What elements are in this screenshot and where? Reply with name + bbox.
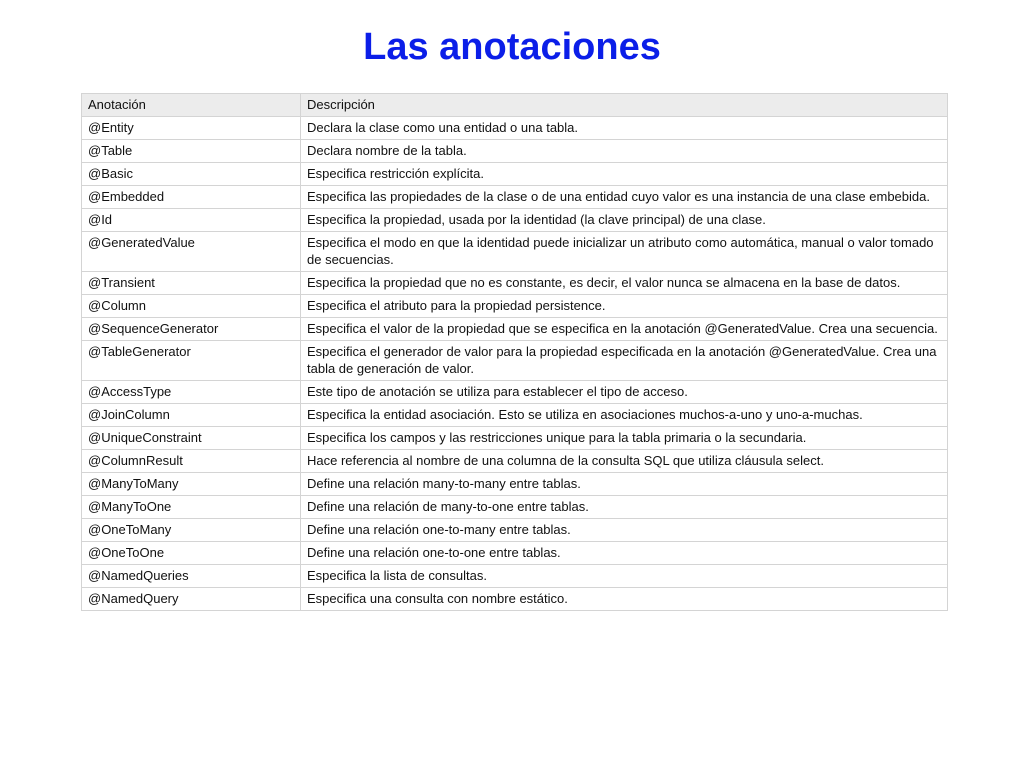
table-row — [82, 295, 948, 318]
table-row — [82, 450, 948, 473]
table-row — [82, 496, 948, 519]
table-row — [82, 381, 948, 404]
table-body — [82, 117, 948, 611]
table-row — [82, 232, 948, 272]
annotation-cell: @OneToMany — [82, 519, 301, 542]
annotation-cell: @Table — [82, 140, 301, 163]
table-header — [82, 94, 948, 117]
annotation-cell: @OneToOne — [82, 542, 301, 565]
description-cell: Especifica restricción explícita. — [301, 163, 948, 186]
page-title: Las anotaciones — [363, 26, 661, 68]
annotation-cell: @ManyToOne — [82, 496, 301, 519]
description-cell: Especifica el generador de valor para la propiedad especificada en la anotación @GeneratedValue. Crea una tabla de generación de valor. — [301, 341, 948, 381]
annotation-cell: @GeneratedValue — [82, 232, 301, 272]
description-cell: Declara nombre de la tabla. — [301, 140, 948, 163]
annotation-cell: @AccessType — [82, 381, 301, 404]
description-cell: Especifica los campos y las restricciones unique para la tabla primaria o la secundaria. — [301, 427, 948, 450]
table-header-row — [82, 94, 948, 117]
table-row — [82, 117, 948, 140]
annotation-cell: @Embedded — [82, 186, 301, 209]
description-cell: Especifica el valor de la propiedad que se especifica en la anotación @GeneratedValue. Crea una secuencia. — [301, 318, 948, 341]
description-cell: Especifica las propiedades de la clase o de una entidad cuyo valor es una instancia de una clase embebida. — [301, 186, 948, 209]
description-cell: Especifica el modo en que la identidad puede inicializar un atributo como automática, manual o valor tomado de secuencias. — [301, 232, 948, 272]
column-header-description: Descripción — [301, 94, 948, 117]
description-cell: Especifica el atributo para la propiedad persistence. — [301, 295, 948, 318]
annotation-cell: @TableGenerator — [82, 341, 301, 381]
description-cell: Define una relación many-to-many entre tablas. — [301, 473, 948, 496]
description-cell: Hace referencia al nombre de una columna de la consulta SQL que utiliza cláusula select. — [301, 450, 948, 473]
table-row — [82, 186, 948, 209]
annotations-table — [81, 93, 948, 611]
description-cell: Especifica la lista de consultas. — [301, 565, 948, 588]
table-row — [82, 163, 948, 186]
table-row — [82, 473, 948, 496]
annotation-cell: @NamedQuery — [82, 588, 301, 611]
table-row — [82, 341, 948, 381]
description-cell: Define una relación one-to-one entre tablas. — [301, 542, 948, 565]
description-cell: Define una relación one-to-many entre tablas. — [301, 519, 948, 542]
annotation-cell: @NamedQueries — [82, 565, 301, 588]
annotation-cell: @Transient — [82, 272, 301, 295]
table-row — [82, 140, 948, 163]
table-row — [82, 209, 948, 232]
description-cell: Especifica una consulta con nombre estático. — [301, 588, 948, 611]
annotation-cell: @Column — [82, 295, 301, 318]
annotation-cell: @SequenceGenerator — [82, 318, 301, 341]
table-row — [82, 519, 948, 542]
description-cell: Especifica la propiedad que no es constante, es decir, el valor nunca se almacena en la base de datos. — [301, 272, 948, 295]
table-row — [82, 565, 948, 588]
table-row — [82, 542, 948, 565]
description-cell: Define una relación de many-to-one entre tablas. — [301, 496, 948, 519]
annotation-cell: @Entity — [82, 117, 301, 140]
description-cell: Especifica la entidad asociación. Esto se utiliza en asociaciones muchos-a-uno y uno-a-muchas. — [301, 404, 948, 427]
table-row — [82, 318, 948, 341]
annotation-cell: @ColumnResult — [82, 450, 301, 473]
annotation-cell: @Id — [82, 209, 301, 232]
table-row — [82, 272, 948, 295]
table-row — [82, 404, 948, 427]
column-header-annotation: Anotación — [82, 94, 301, 117]
annotation-cell: @UniqueConstraint — [82, 427, 301, 450]
annotation-cell: @ManyToMany — [82, 473, 301, 496]
description-cell: Especifica la propiedad, usada por la identidad (la clave principal) de una clase. — [301, 209, 948, 232]
table-row — [82, 588, 948, 611]
table-row — [82, 427, 948, 450]
annotation-cell: @Basic — [82, 163, 301, 186]
annotation-cell: @JoinColumn — [82, 404, 301, 427]
description-cell: Declara la clase como una entidad o una tabla. — [301, 117, 948, 140]
description-cell: Este tipo de anotación se utiliza para establecer el tipo de acceso. — [301, 381, 948, 404]
